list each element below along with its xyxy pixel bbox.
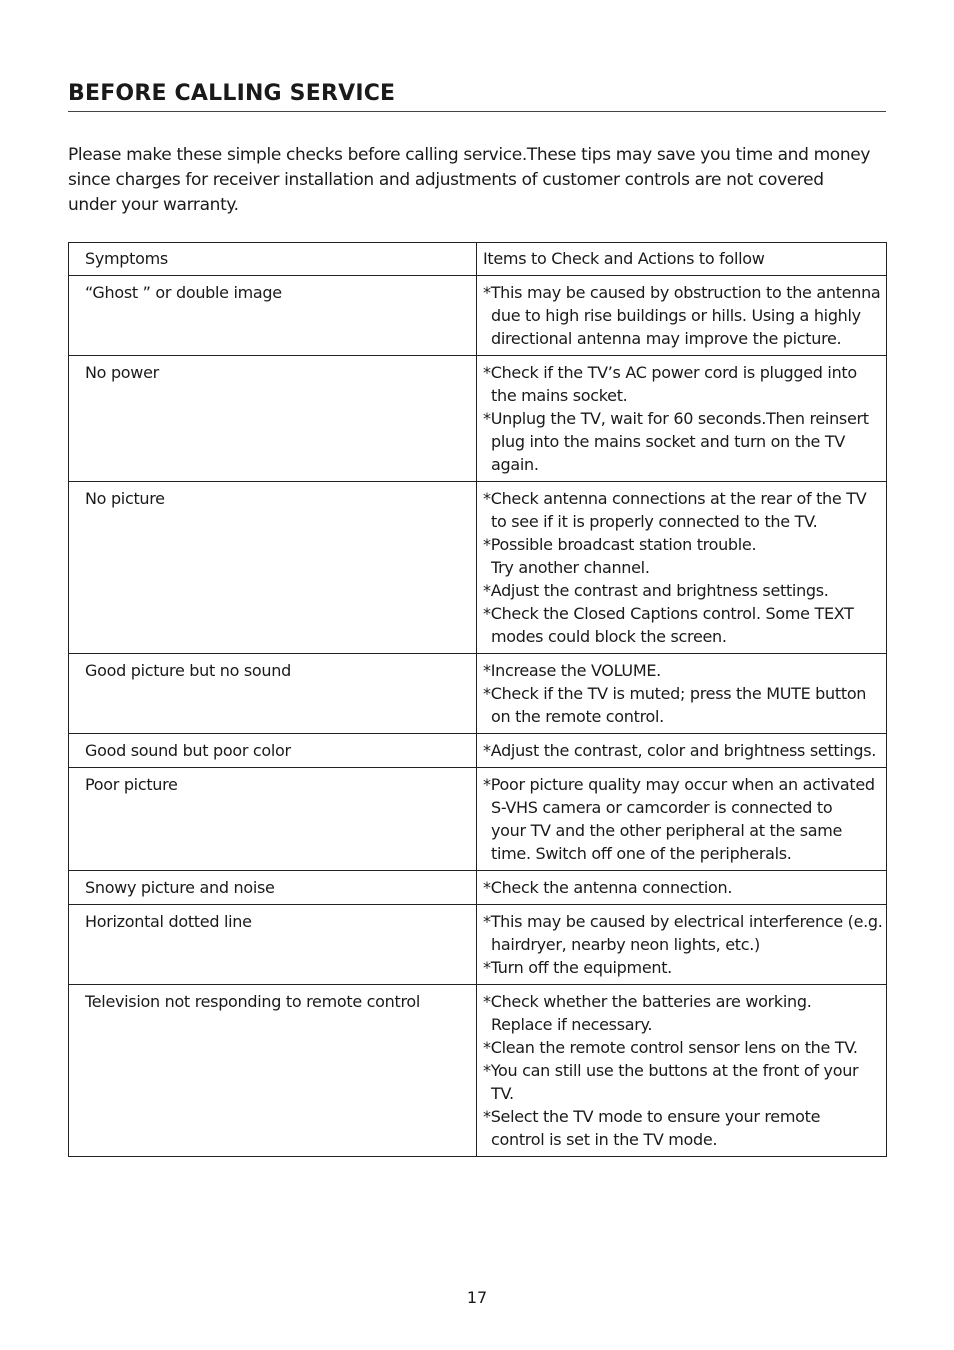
intro-line: under your warranty. [68,195,239,215]
action-line: *This may be caused by electrical interference (e.g. [483,912,883,931]
action-line: *Adjust the contrast and brightness settings. [483,581,829,600]
action-line: *Adjust the contrast, color and brightness settings. [483,741,877,760]
actions-cell [477,985,887,1157]
page-number: 17 [466,1288,488,1307]
actions-cell [477,482,887,654]
symptom-cell [69,871,477,905]
action-line: S-VHS camera or camcorder is connected to [491,798,833,817]
action-line: control is set in the TV mode. [491,1130,718,1149]
action-line: *Possible broadcast station trouble. [483,535,757,554]
action-line: Try another channel. [491,558,650,577]
actions-cell [477,871,887,905]
symptom-cell [69,482,477,654]
action-line: due to high rise buildings or hills. Using a highly [491,306,861,325]
action-line: again. [491,455,539,474]
table-row [69,654,887,734]
actions-cell [477,768,887,871]
table-row [69,905,887,985]
action-line: *Clean the remote control sensor lens on the TV. [483,1038,858,1057]
table-row [69,734,887,768]
table-row [69,768,887,871]
symptom-text: Snowy picture and noise [85,878,275,897]
action-line: *Increase the VOLUME. [483,661,661,680]
actions-cell [477,276,887,356]
symptom-text: No power [85,363,159,382]
table-body [69,276,887,1157]
table-row [69,482,887,654]
troubleshooting-table [68,242,887,1157]
action-line: TV. [491,1084,514,1103]
header-symptoms: Symptoms [69,243,477,276]
action-line: the mains socket. [491,386,628,405]
symptom-text: Horizontal dotted line [85,912,252,931]
action-line: *Check the antenna connection. [483,878,733,897]
header-actions: Items to Check and Actions to follow [477,243,887,276]
actions-cell [477,905,887,985]
action-line: on the remote control. [491,707,664,726]
symptom-cell [69,985,477,1157]
action-line: *This may be caused by obstruction to the antenna [483,283,881,302]
action-line: time. Switch off one of the peripherals. [491,844,792,863]
symptom-cell [69,768,477,871]
intro-line: since charges for receiver installation and adjustments of customer controls are not covered [68,170,824,190]
action-line: *Check whether the batteries are working. [483,992,812,1011]
action-line: directional antenna may improve the picture. [491,329,842,348]
action-line: *Select the TV mode to ensure your remote [483,1107,821,1126]
intro-paragraph [68,143,886,218]
table-row [69,985,887,1157]
action-line: *Turn off the equipment. [483,958,672,977]
symptom-text: Good sound but poor color [85,741,291,760]
action-line: *Check antenna connections at the rear of the TV [483,489,867,508]
symptom-cell [69,654,477,734]
symptom-cell [69,276,477,356]
action-line: to see if it is properly connected to the TV. [491,512,818,531]
symptom-text: Television not responding to remote control [85,992,421,1011]
symptom-cell [69,905,477,985]
action-line: *You can still use the buttons at the front of your [483,1061,859,1080]
table-header-row [69,243,887,276]
actions-cell [477,734,887,768]
action-line: your TV and the other peripheral at the same [491,821,843,840]
action-line: *Check the Closed Captions control. Some TEXT [483,604,854,623]
symptom-text: “Ghost ” or double image [85,283,282,302]
table-row [69,276,887,356]
action-line: modes could block the screen. [491,627,727,646]
intro-line: Please make these simple checks before calling service.These tips may save you time and money [68,145,871,165]
table-row [69,871,887,905]
action-line: *Unplug the TV, wait for 60 seconds.Then reinsert [483,409,869,428]
symptom-text: No picture [85,489,165,508]
page-title: BEFORE CALLING SERVICE [68,79,886,112]
symptom-cell [69,734,477,768]
action-line: *Poor picture quality may occur when an activated [483,775,875,794]
symptom-text: Poor picture [85,775,178,794]
action-line: *Check if the TV’s AC power cord is plugged into [483,363,857,382]
action-line: Replace if necessary. [491,1015,653,1034]
actions-cell [477,356,887,482]
table-row [69,356,887,482]
symptom-cell [69,356,477,482]
action-line: hairdryer, nearby neon lights, etc.) [491,935,760,954]
action-line: plug into the mains socket and turn on the TV [491,432,845,451]
symptom-text: Good picture but no sound [85,661,291,680]
actions-cell [477,654,887,734]
action-line: *Check if the TV is muted; press the MUTE button [483,684,867,703]
